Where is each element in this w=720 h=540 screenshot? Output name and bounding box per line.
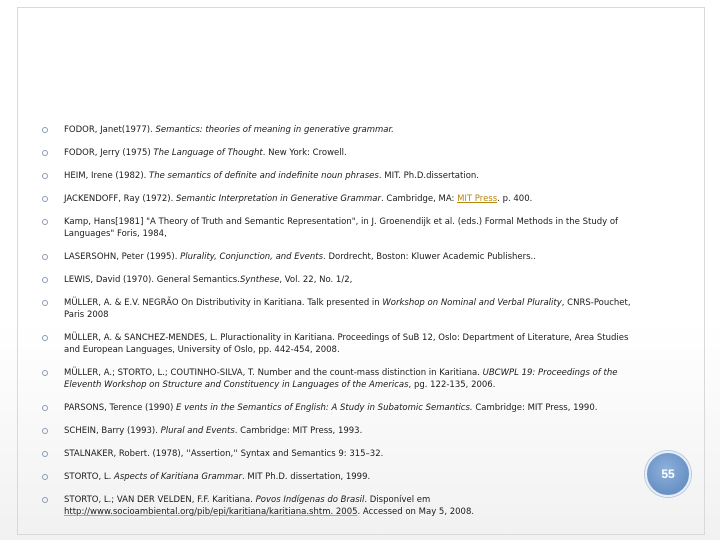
reference-text: MÜLLER, A. & SANCHEZ-MENDES, L. Pluractionality in Karitiana. Proceedings of SuB 12, Oslo: Department of Literature, Area Studies and European Languages, University of Oslo, pp. 442-454, 2008. <box>64 333 629 355</box>
reference-text: STORTO, L.; VAN DER VELDEN, F.F. Karitiana. <box>64 495 256 505</box>
reference-item <box>42 170 642 182</box>
reference-item <box>42 425 642 437</box>
reference-text: . Cambridge, MA: <box>380 194 458 204</box>
reference-text: . Cambridge: MIT Press, 1993. <box>234 426 363 436</box>
reference-item <box>42 494 642 518</box>
reference-item <box>42 147 642 159</box>
reference-text: SCHEIN, Barry (1993). <box>64 426 161 436</box>
bullet-icon <box>42 196 48 202</box>
reference-text: Kamp, Hans[1981] "A Theory of Truth and Semantic Representation", in J. Groenendijk et al. (eds.) Formal Methods in the Study of Languages" Foris, 1984, <box>64 217 619 239</box>
reference-text: . MIT Ph.D. dissertation, 1999. <box>242 472 371 482</box>
reference-text: . Dordrecht, Boston: Kluwer Academic Publishers.. <box>323 252 536 262</box>
reference-title-text: Workshop on Nominal and Verbal Plurality <box>382 298 562 308</box>
reference-item <box>42 216 642 240</box>
reference-title-text: E vents in the Semantics of English: A Study in Subatomic Semantics. <box>176 403 473 413</box>
bullet-icon <box>42 335 48 341</box>
page-number-badge: 55 <box>645 451 691 497</box>
reference-text: PARSONS, Terence (1990) <box>64 403 177 413</box>
reference-item <box>42 448 642 460</box>
reference-text: STORTO, L. <box>64 472 114 482</box>
reference-text: FODOR, Jerry (1975) <box>64 148 154 158</box>
bullet-icon <box>42 497 48 503</box>
url-link[interactable]: http://www.socioambiental.org/pib/epi/karitiana/karitiana.shtm. 2005 <box>64 507 358 517</box>
bullet-icon <box>42 219 48 225</box>
reference-text: . Disponível em <box>364 495 431 505</box>
reference-title-text: Semantics: theories of meaning in generative grammar. <box>155 125 394 135</box>
reference-text: . p. 400. <box>497 194 533 204</box>
reference-text: LEWIS, David (1970). General Semantics. <box>64 275 240 285</box>
reference-text: . New York: Crowell. <box>262 148 347 158</box>
bullet-icon <box>42 173 48 179</box>
reference-title-text: UBCWPL 19: Proceedings of the Eleventh Workshop on Structure and Constituency in Languages of the Americas <box>64 368 618 390</box>
reference-text: MÜLLER, A. & E.V. NEGRÃO On Distributivity in Karitiana. Talk presented in <box>64 298 383 308</box>
reference-item <box>42 193 642 205</box>
reference-text: . Accessed on May 5, 2008. <box>357 507 475 517</box>
bullet-icon <box>42 150 48 156</box>
reference-text: LASERSOHN, Peter (1995). <box>64 252 181 262</box>
reference-title-text: Plurality, Conjunction, and Events <box>180 252 324 262</box>
reference-item <box>42 471 642 483</box>
reference-text: Cambridge: MIT Press, 1990. <box>472 403 598 413</box>
bullet-icon <box>42 277 48 283</box>
reference-title-text: Plural and Events <box>160 426 235 436</box>
bullet-icon <box>42 300 48 306</box>
reference-text: HEIM, Irene (1982). <box>64 171 150 181</box>
bullet-icon <box>42 254 48 260</box>
bullet-icon <box>42 405 48 411</box>
reference-title-text: The semantics of definite and indefinite noun phrases <box>149 171 379 181</box>
reference-title-text: The Language of Thought <box>153 148 263 158</box>
reference-item <box>42 297 642 321</box>
reference-text: , CNRS-Pouchet, Paris 2008 <box>64 298 631 320</box>
references-list <box>42 124 642 518</box>
bullet-icon <box>42 474 48 480</box>
reference-title-text: Synthese <box>239 275 280 285</box>
reference-text: JACKENDOFF, Ray (1972). <box>64 194 177 204</box>
reference-item <box>42 124 642 136</box>
reference-text: STALNAKER, Robert. (1978), ''Assertion,'' Syntax and Semantics 9: 315–32. <box>64 449 384 459</box>
reference-text: , pg. 122-135, 2006. <box>408 380 496 390</box>
reference-item <box>42 251 642 263</box>
reference-text: , Vol. 22, No. 1/2, <box>279 275 353 285</box>
reference-item <box>42 367 642 391</box>
reference-title-text: Aspects of Karitiana Grammar <box>114 472 242 482</box>
reference-text: FODOR, Janet(1977). <box>64 125 156 135</box>
reference-item <box>42 402 642 414</box>
bullet-icon <box>42 451 48 457</box>
bullet-icon <box>42 428 48 434</box>
reference-text: . MIT. Ph.D.dissertation. <box>378 171 479 181</box>
publisher-link[interactable]: MIT Press <box>457 194 498 204</box>
bullet-icon <box>42 370 48 376</box>
reference-title-text: Povos Indígenas do Brasil <box>255 495 365 505</box>
reference-title-text: Semantic Interpretation in Generative Grammar <box>176 194 381 204</box>
reference-item <box>42 274 642 286</box>
reference-text: MÜLLER, A.; STORTO, L.; COUTINHO-SILVA, T. Number and the count-mass distinction in Karitiana. <box>64 368 483 378</box>
reference-item <box>42 332 642 356</box>
bullet-icon <box>42 127 48 133</box>
